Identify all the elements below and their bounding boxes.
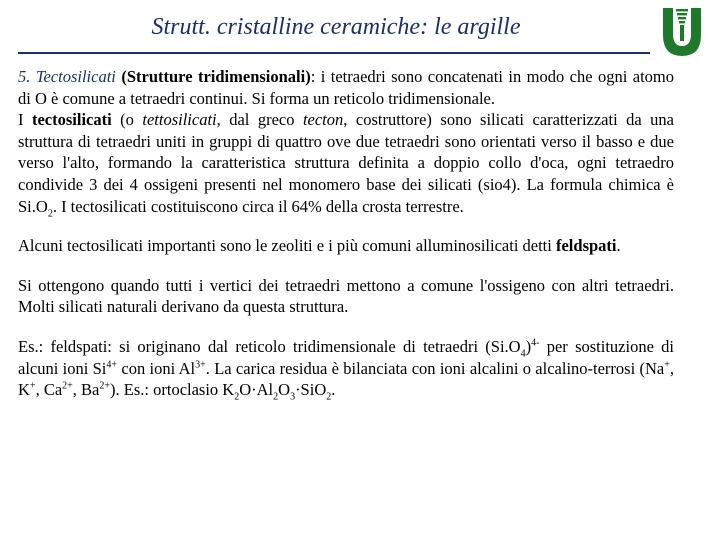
subscript: 4	[520, 348, 526, 360]
superscript: 2+	[62, 380, 73, 392]
text-run: .	[616, 236, 621, 256]
superscript: +	[29, 380, 36, 392]
subscript: 2	[326, 391, 332, 403]
bold-term: feldspati	[555, 236, 617, 256]
text-run: Es.: feldspati: si originano dal reticolo tridimensionale di tetraedri (Si.O	[18, 336, 521, 356]
subscript: 2	[47, 207, 53, 219]
text-run: ·SiO	[295, 380, 327, 400]
paragraph-tectosilicati-description	[18, 109, 674, 217]
superscript: 3+	[195, 359, 206, 371]
subscript: 2	[234, 391, 240, 403]
text-run: , Ca	[35, 380, 63, 400]
content-body	[18, 66, 674, 401]
text-run: , K	[18, 358, 674, 400]
text-run: .	[331, 380, 336, 400]
text-run: Si ottengono quando tutti i vertici dei tetraedri mettono a comune l'ossigeno con altri tetraedri. Molti silicati naturali derivano da questa struttura.	[18, 275, 674, 317]
italic-term: tecton	[302, 110, 344, 130]
page-title: Strutt. cristalline ceramiche: le argille	[151, 14, 521, 40]
superscript: 4+	[106, 359, 118, 371]
section-heading: 5. Tectosilicati	[18, 67, 116, 86]
superscript: 4-	[531, 337, 540, 349]
section-subheading: (Strutture tridimensionali)	[121, 67, 311, 86]
text-run: con ioni Al	[117, 358, 196, 378]
text-run: . La carica residua è bilanciata con ioni alcalini o alcalino-terrosi (Na	[205, 358, 665, 378]
text-run: I	[18, 110, 32, 130]
text-run: Alcuni tectosilicati importanti sono le zeoliti e i più comuni alluminosilicati detti	[18, 236, 556, 256]
text-run: . I tectosilicati costituiscono circa il 64% della crosta terrestre.	[52, 196, 464, 216]
subscript: 2	[273, 391, 279, 403]
bold-term: tectosilicati	[31, 110, 112, 130]
text-run: O·Al	[239, 380, 274, 400]
superscript: 2+	[99, 380, 111, 392]
text-run: (o	[111, 110, 143, 130]
subscript: 3	[290, 391, 296, 403]
text-run: i tetraedri sono concatenati in modo che ogni atomo di O è comune a tetraedri continui. Si forma un reticolo tridimensionale.	[18, 67, 675, 108]
superscript: +	[664, 359, 670, 371]
paragraph-tectosilicati-intro	[18, 66, 674, 109]
text-run: per sostituzione di alcuni ioni Si	[18, 336, 675, 378]
university-logo-icon	[660, 6, 704, 58]
paragraph-vertici	[18, 275, 674, 318]
text-run: , Ba	[72, 380, 100, 400]
paragraph-feldspati	[18, 235, 674, 257]
text-run: , dal greco	[216, 110, 303, 130]
paragraph-esempio-feldspati	[18, 336, 674, 401]
text-run: O	[278, 380, 291, 400]
text-run: )	[525, 336, 532, 356]
title-divider	[18, 52, 650, 54]
italic-term: tettosilicati	[142, 110, 217, 130]
text-run: :	[310, 67, 316, 86]
text-run: ). Es.: ortoclasio K	[110, 380, 235, 400]
text-run: , costruttore) sono silicati caratterizzati da una struttura di tetraedri uniti in gruppi di quattro ove due tetraedri sono orientati verso il basso e due verso l'alto, formando la caratteristica struttura definita a doppio collo d'oca, ogni tetraedro condivide 3 dei 4 ossigeni presenti nel monomero base dei silicati (sio4). La formula chimica è Si.O	[18, 110, 674, 216]
